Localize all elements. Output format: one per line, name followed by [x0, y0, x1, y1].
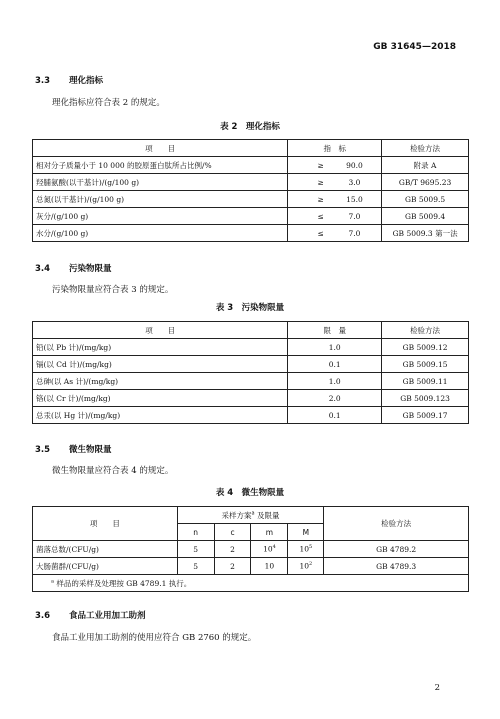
value-cell: 1.0	[288, 373, 382, 390]
page-number: 2	[434, 683, 440, 693]
value-cell: 90.0	[328, 157, 382, 174]
table-row	[33, 174, 469, 191]
table4-header-method: 检验方法	[324, 507, 469, 541]
item-cell: 灰分/(g/100 g)	[33, 208, 288, 225]
table4-header-m: m	[251, 524, 288, 541]
section-title: 微生物限量	[69, 445, 112, 455]
item-cell: 水分/(g/100 g)	[33, 225, 288, 242]
operator-cell: ≤	[288, 225, 328, 242]
m-cell: $10^4$	[251, 541, 288, 558]
table-row	[33, 191, 469, 208]
value-cell: 15.0	[328, 191, 382, 208]
section-3-6-text: 食品工业用加工助剂的使用应符合 GB 2760 的规定。	[52, 633, 257, 643]
table-row	[33, 373, 469, 390]
n-cell: 5	[177, 541, 214, 558]
section-title: 食品工业用加工助剂	[69, 611, 146, 621]
table4-header-c: c	[214, 524, 251, 541]
table-row	[33, 356, 469, 373]
section-3-3-text: 理化指标应符合表 2 的规定。	[52, 98, 165, 108]
value-cell: 2.0	[288, 390, 382, 407]
table3-header-item: 项 目	[33, 322, 288, 339]
method-cell: GB/T 9695.23	[382, 174, 469, 191]
table4-microbial	[32, 506, 469, 592]
table-row	[33, 225, 469, 242]
method-cell: GB 5009.4	[382, 208, 469, 225]
method-cell: GB 4789.2	[324, 541, 469, 558]
section-number: 3.6	[35, 611, 51, 621]
M-cell: $10^5$	[288, 541, 324, 558]
table2-header-item: 项 目	[33, 140, 288, 157]
operator-cell: ≥	[288, 157, 328, 174]
table-row	[33, 208, 469, 225]
operator-cell: ≤	[288, 208, 328, 225]
item-cell: 铅(以 Pb 计)/(mg/kg)	[33, 339, 288, 356]
table-row	[33, 407, 469, 424]
table2-header-method: 检验方法	[382, 140, 469, 157]
table3-contaminants	[32, 321, 469, 424]
method-cell: GB 5009.12	[382, 339, 469, 356]
value-cell: 7.0	[328, 225, 382, 242]
table-row	[33, 390, 469, 407]
c-cell: 2	[214, 558, 251, 575]
table2-caption: 表 2 理化指标	[220, 122, 280, 132]
table-row	[33, 339, 469, 356]
table-footnote-row	[33, 575, 469, 592]
item-cell: 总砷(以 As 计)/(mg/kg)	[33, 373, 288, 390]
value-cell: 7.0	[328, 208, 382, 225]
method-cell: GB 5009.3 第一法	[382, 225, 469, 242]
table3-caption: 表 3 污染物限量	[215, 303, 285, 313]
section-number: 3.4	[35, 264, 51, 274]
value-cell: 0.1	[288, 407, 382, 424]
table4-header-plan: 采样方案$^a$ 及限量	[177, 507, 324, 524]
section-3-5-heading	[35, 443, 112, 455]
item-cell: 羟脯氨酸(以干基计)/(g/100 g)	[33, 174, 288, 191]
table2-header-index: 指 标	[288, 140, 382, 157]
method-cell: GB 5009.123	[382, 390, 469, 407]
item-cell: 总氮(以干基计)/(g/100 g)	[33, 191, 288, 208]
operator-cell: ≥	[288, 174, 328, 191]
table4-footnote: $^a$ 样品的采样及处理按 GB 4789.1 执行。	[33, 575, 469, 592]
table3-header-limit: 限 量	[288, 322, 382, 339]
section-3-3-heading	[35, 74, 103, 86]
section-title: 理化指标	[69, 76, 104, 86]
method-cell: GB 4789.3	[324, 558, 469, 575]
method-cell: GB 5009.15	[382, 356, 469, 373]
table4-header-item: 项 目	[33, 507, 178, 541]
section-3-6-heading	[35, 609, 146, 621]
method-cell: 附录 A	[382, 157, 469, 174]
n-cell: 5	[177, 558, 214, 575]
section-number: 3.3	[35, 76, 51, 86]
table-row	[33, 558, 469, 575]
section-title: 污染物限量	[69, 264, 112, 274]
item-cell: 菌落总数/(CFU/g)	[33, 541, 178, 558]
m-cell: 10	[251, 558, 288, 575]
table2-physicochemical	[32, 139, 469, 242]
item-cell: 铬(以 Cr 计)/(mg/kg)	[33, 390, 288, 407]
standard-number: GB 31645—2018	[373, 42, 456, 52]
item-cell: 总汞(以 Hg 计)/(mg/kg)	[33, 407, 288, 424]
table4-caption: 表 4 微生物限量	[215, 488, 285, 498]
value-cell: 0.1	[288, 356, 382, 373]
item-cell: 相对分子质量小于 10 000 的胶原蛋白肽所占比例/%	[33, 157, 288, 174]
table3-header-method: 检验方法	[382, 322, 469, 339]
table-row	[33, 541, 469, 558]
method-cell: GB 5009.5	[382, 191, 469, 208]
table-row	[33, 157, 469, 174]
method-cell: GB 5009.17	[382, 407, 469, 424]
operator-cell: ≥	[288, 191, 328, 208]
section-3-4-text: 污染物限量应符合表 3 的规定。	[52, 285, 174, 295]
value-cell: 1.0	[288, 339, 382, 356]
section-3-4-heading	[35, 262, 112, 274]
M-cell: $10^2$	[288, 558, 324, 575]
table4-header-n: n	[177, 524, 214, 541]
c-cell: 2	[214, 541, 251, 558]
table4-header-M: M	[288, 524, 324, 541]
section-3-5-text: 微生物限量应符合表 4 的规定。	[52, 466, 174, 476]
item-cell: 镉(以 Cd 计)/(mg/kg)	[33, 356, 288, 373]
item-cell: 大肠菌群/(CFU/g)	[33, 558, 178, 575]
section-number: 3.5	[35, 445, 51, 455]
method-cell: GB 5009.11	[382, 373, 469, 390]
value-cell: 3.0	[328, 174, 382, 191]
